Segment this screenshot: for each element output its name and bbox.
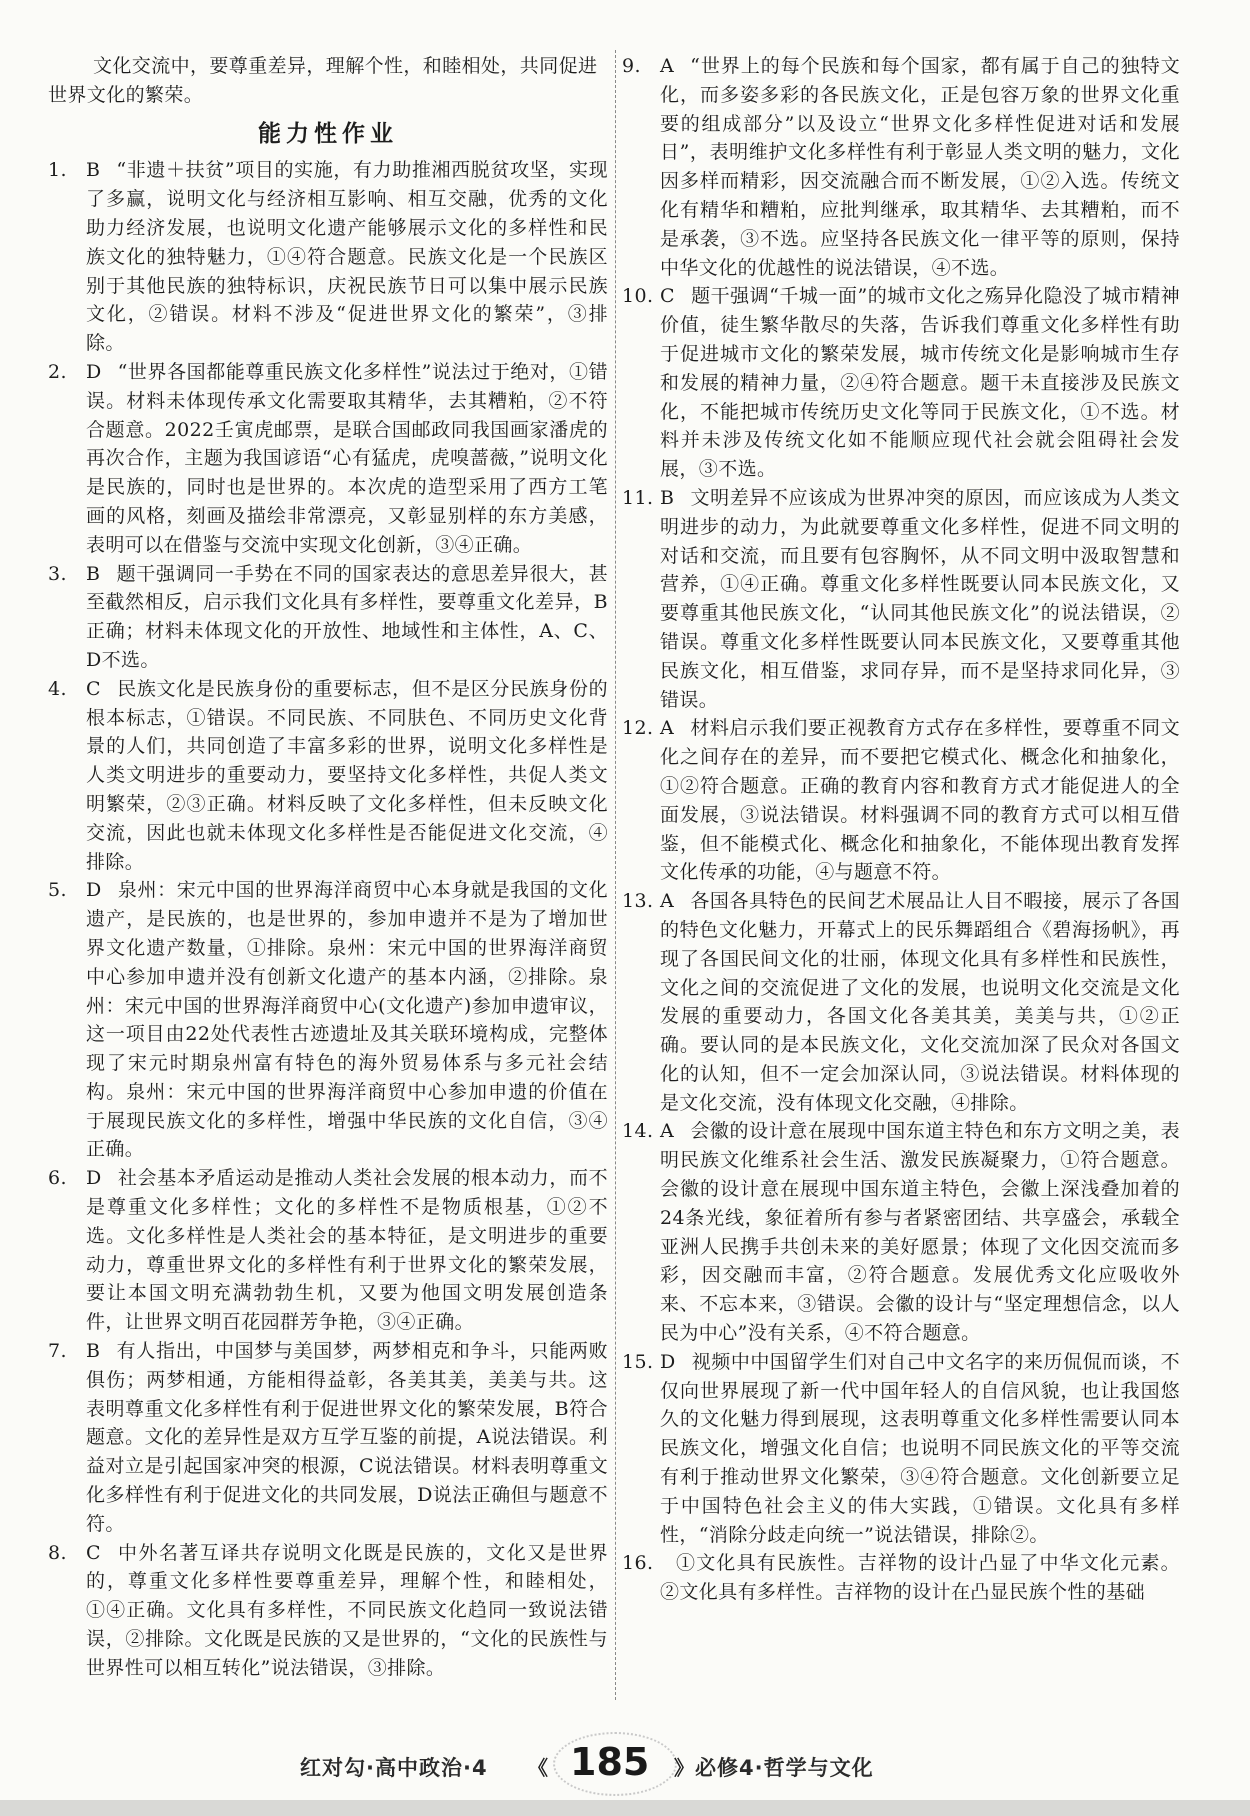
- question-number: 1.: [48, 159, 67, 182]
- answer-letter: A: [660, 717, 675, 740]
- answer-item: [48, 1164, 608, 1337]
- explanation-text: “世界上的每个民族和每个国家，都有属于自己的独特文化，而多姿多彩的各民族文化，正是包容万象的世界文化重要的组成部分”以及设立“世界文化多样性促进对话和发展日”，表明维护文化多样性有利于彰显人类文明的魅力，文化因多样而精彩，因交流融合而不断发展，①②入选。传统文化有精华和糟粕，应批判继承，取其精华、去其糟粕，而不是承袭，③不选。应坚持各民族文化一律平等的原则，保持中华文化的优越性的说法错误，④不选。: [660, 55, 1180, 279]
- explanation-text: “非遗＋扶贫”项目的实施，有力助推湘西脱贫攻坚，实现了多赢，说明文化与经济相互影响、相互交融，优秀的文化助力经济发展，也说明文化遗产能够展示文化的多样性和民族文化的独特魅力，①④符合题意。民族文化是一个民族区别于其他民族的独特标识，庆祝民族节日可以集中展示民族文化，②错误。材料不涉及“促进世界文化的繁荣”，③排除。: [86, 159, 608, 355]
- section-title: 能力性作业: [258, 119, 398, 147]
- answer-item: [622, 887, 1180, 1117]
- explanation-text: 视频中中国留学生们对自己中文名字的来历侃侃而谈，不仅向世界展现了新一代中国年轻人的自信风貌，也让我国悠久的文化魅力得到展现，这表明尊重文化多样性需要认同本民族文化，增强文化自信；也说明不同民族文化的平等交流有利于推动世界文化繁荣，③④符合题意。文化创新要立足于中国特色社会主义的伟大实践，①错误。文化具有多样性，“消除分歧走向统一”说法错误，排除②。: [660, 1350, 1180, 1546]
- explanation-text: 社会基本矛盾运动是推动人类社会发展的根本动力，而不是尊重文化多样性；文化的多样性不是物质根基，①②不选。文化多样性是人类社会的基本特征，是文明进步的重要动力，尊重世界文化的多样性有利于世界文化的繁荣发展，要让本国文明充满勃勃生机，又要为他国文明发展创造条件，让世界文明百花园群芳争艳，③④正确。: [86, 1167, 608, 1334]
- question-number: 4.: [48, 677, 67, 700]
- intro-paragraph: 文化交流中，要尊重差异，理解个性，和睦相处，共同促进世界文化的繁荣。: [48, 55, 598, 106]
- answer-letter: B: [86, 562, 101, 585]
- answer-item: [48, 675, 608, 877]
- answer-letter: D: [86, 879, 102, 902]
- question-number: 5.: [48, 879, 67, 902]
- right-column: [622, 52, 1180, 1607]
- explanation-text: 泉州：宋元中国的世界海洋商贸中心本身就是我国的文化遗产，是民族的，也是世界的，参加申遗并不是为了增加世界文化遗产数量，①排除。泉州：宋元中国的世界海洋商贸中心参加申遗并没有创新文化遗产的基本内涵，②排除。泉州：宋元中国的世界海洋商贸中心(文化遗产)参加申遗审议，这一项目由22处代表性古迹遗址及其关联环境构成，完整体现了宋元时期泉州富有特色的海外贸易体系与多元社会结构。泉州：宋元中国的世界海洋商贸中心参加申遗的价值在于展现民族文化的多样性，增强中华民族的文化自信，③④正确。: [86, 879, 608, 1161]
- explanation-text: 各国各具特色的民间艺术展品让人目不暇接，展示了各国的特色文化魅力，开幕式上的民乐舞蹈组合《碧海扬帆》，再现了各国民间文化的壮丽，体现文化具有多样性和民族性，文化之间的交流促进了文化的发展，也说明文化交流是文化发展的重要动力，各国文化各美其美，美美与共，①②正确。要认同的是本民族文化，文化交流加深了民众对各国文化的认知，但不一定会加深认同，③说法错误。材料体现的是文化交流，没有体现文化交融，④排除。: [660, 890, 1180, 1114]
- answer-item: [622, 714, 1180, 887]
- footer-left-arrows: 《: [528, 1756, 548, 1780]
- question-number: 6.: [48, 1167, 67, 1190]
- answer-letter: B: [660, 486, 675, 509]
- explanation-text: 题干强调同一手势在不同的国家表达的意思差异很大，甚至截然相反，启示我们文化具有多样性，要尊重文化差异，B正确；材料未体现文化的开放性、地域性和主体性，A、C、D不选。: [86, 562, 608, 671]
- question-number: 14.: [622, 1120, 654, 1143]
- answer-letter: C: [86, 1541, 101, 1564]
- explanation-text: “世界各国都能尊重民族文化多样性”说法过于绝对，①错误。材料未体现传承文化需要取其精华，去其糟粕，②不符合题意。2022壬寅虎邮票，是联合国邮政同我国画家潘虎的再次合作，主题为我国谚语“心有猛虎，虎嗅蔷薇，”说明文化是民族的，同时也是世界的。本次虎的造型采用了西方工笔画的风格，刻画及描绘非常漂亮，又彰显别样的东方美感，表明可以在借鉴与交流中实现文化创新，③④正确。: [86, 360, 608, 556]
- answer-item: [48, 1539, 608, 1683]
- question-number: 9.: [622, 55, 641, 77]
- answer-item: [622, 282, 1180, 484]
- right-answer-list: [622, 52, 1180, 1607]
- page-footer: [0, 1722, 1250, 1782]
- question-number: 3.: [48, 562, 67, 585]
- answer-letter: B: [86, 1340, 101, 1363]
- answer-letter: B: [86, 159, 101, 182]
- answer-letter: D: [660, 1350, 676, 1373]
- answer-item: [48, 876, 608, 1164]
- left-column: [48, 52, 608, 1683]
- answer-item: [622, 1549, 1180, 1607]
- explanation-text: 材料启示我们要正视教育方式存在多样性，要尊重不同文化之间存在的差异，而不要把它模式化、概念化和抽象化，①②符合题意。正确的教育内容和教育方式才能促进人的全面发展，③说法错误。材料强调不同的教育方式可以相互借鉴，但不能模式化、概念化和抽象化，不能体现出教育发挥文化传承的功能，④与题意不符。: [660, 717, 1180, 884]
- explanation-text: 民族文化是民族身份的重要标志，但不是区分民族身份的根本标志，①错误。不同民族、不同肤色、不同历史文化背景的人们，共同创造了丰富多彩的世界，说明文化多样性是人类文明进步的重要动力，要坚持文化多样性，共促人类文明繁荣，②③正确。材料反映了文化多样性，但未反映文化交流，因此也就未体现文化多样性是否能促进文化交流，④排除。: [86, 677, 608, 873]
- question-number: 16.: [622, 1552, 654, 1575]
- answer-item: [48, 560, 608, 675]
- answer-item: [622, 1117, 1180, 1347]
- question-number: 15.: [622, 1350, 654, 1373]
- footer-volume-title: 必修4·哲学与文化: [695, 1756, 874, 1780]
- answer-item: [622, 1348, 1180, 1550]
- left-answer-list: [48, 156, 608, 1682]
- question-number: 13.: [622, 890, 654, 913]
- answer-item: [622, 484, 1180, 714]
- question-number: 8.: [48, 1541, 67, 1564]
- answer-letter: D: [86, 360, 102, 383]
- answer-item: [48, 156, 608, 358]
- footer-right-arrows: 》: [674, 1756, 694, 1780]
- answer-item: [48, 1337, 608, 1539]
- answer-item: [622, 52, 1180, 282]
- explanation-text: ①文化具有民族性。吉祥物的设计凸显了中华文化元素。②文化具有多样性。吉祥物的设计在凸显民族个性的基础: [660, 1552, 1180, 1604]
- explanation-text: 文明差异不应该成为世界冲突的原因，而应该成为人类文明进步的动力，为此就要尊重文化多样性，促进不同文明的对话和交流，而且要有包容胸怀，从不同文明中汲取智慧和营养，①④正确。尊重文化多样性既要认同本民族文化，又要尊重其他民族文化，“认同其他民族文化”的说法错误，②错误。尊重文化多样性既要认同本民族文化，又要尊重其他民族文化，相互借鉴，求同存异，而不是坚持求同化异，③错误。: [660, 486, 1180, 711]
- answer-letter: D: [86, 1167, 102, 1190]
- page-number: 185: [570, 1740, 650, 1784]
- question-number: 12.: [622, 717, 654, 740]
- answer-letter: C: [660, 285, 675, 308]
- explanation-text: 中外名著互译共存说明文化既是民族的，文化又是世界的，尊重文化多样性要尊重差异，理解个性，和睦相处，①④正确。文化具有多样性，不同民族文化趋同一致说法错误，②排除。文化既是民族的又是世界的，“文化的民族性与世界性可以相互转化”说法错误，③排除。: [86, 1541, 608, 1679]
- explanation-text: 会徽的设计意在展现中国东道主特色和东方文明之美，表明民族文化维系社会生活、激发民族凝聚力，①符合题意。会徽的设计意在展现中国东道主特色，会徽上深浅叠加着的24条光线，象征着所有参与者紧密团结、共享盛会，承载全亚洲人民携手共创未来的美好愿景；体现了文化因交流而多彩，因交融而丰富，②符合题意。发展优秀文化应吸收外来、不忘本来，③错误。会徽的设计与“坚定理想信念，以人民为中心”没有关系，④不符合题意。: [660, 1120, 1180, 1345]
- scan-edge: [0, 1800, 1250, 1816]
- answer-letter: A: [660, 55, 675, 77]
- question-number: 2.: [48, 360, 67, 383]
- answer-item: [48, 358, 608, 560]
- answer-letter: A: [660, 890, 675, 913]
- explanation-text: 题干强调“千城一面”的城市文化之殇异化隐没了城市精神价值，徒生繁华散尽的失落，告诉我们尊重文化多样性有助于促进城市文化的繁荣发展，城市传统文化是影响城市生存和发展的精神力量，②④符合题意。题干未直接涉及民族文化，不能把城市传统历史文化等同于民族文化，①不选。材料并未涉及传统文化如不能顺应现代社会就会阻碍社会发展，③不选。: [660, 285, 1180, 481]
- column-divider: [615, 50, 616, 1700]
- answer-letter: A: [660, 1120, 675, 1143]
- answer-letter: C: [86, 677, 101, 700]
- question-number: 10.: [622, 285, 654, 308]
- explanation-text: 有人指出，中国梦与美国梦，两梦相克和争斗，只能两败俱伤；两梦相通，方能相得益彰，各美其美，美美与共。这表明尊重文化多样性有利于促进世界文化的繁荣发展，B符合题意。文化的差异性是双方互学互鉴的前提，A说法错误。利益对立是引起国家冲突的根源，C说法错误。材料表明尊重文化多样性有利于促进文化的共同发展，D说法正确但与题意不符。: [86, 1340, 608, 1535]
- question-number: 7.: [48, 1340, 67, 1363]
- footer-book-title: 红对勾·高中政治·4: [300, 1756, 488, 1780]
- question-number: 11.: [622, 486, 654, 509]
